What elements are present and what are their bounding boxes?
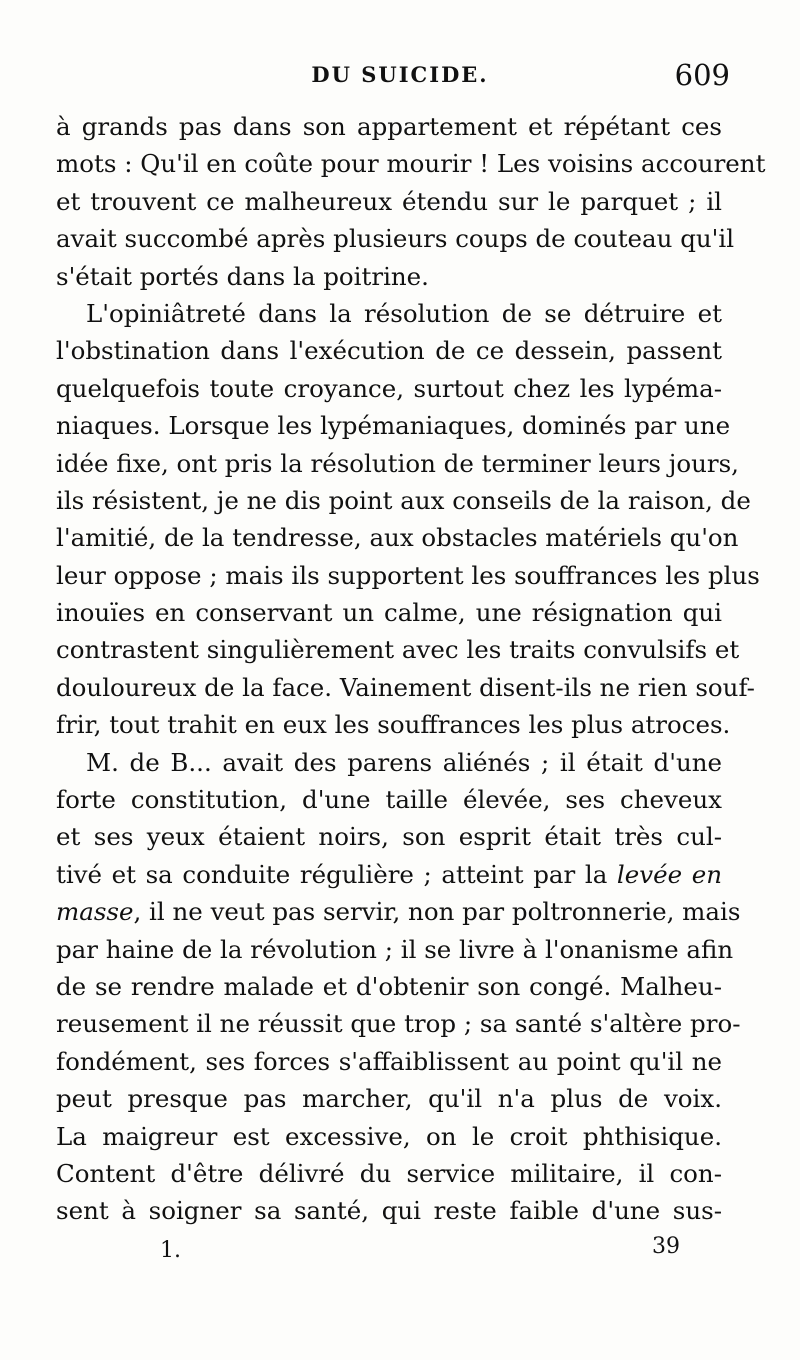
signature-mark: 1. — [160, 1238, 181, 1263]
text-fragment: tivé et sa conduite régulière ; atteint par la — [56, 859, 608, 889]
text-line: contrastent singulièrement avec les traits convulsifs et — [56, 635, 740, 665]
text-line: Content d'être délivré du service militaire, il con- — [56, 1158, 722, 1188]
text-fragment: , il ne veut pas servir, non par poltronnerie, mais — [133, 897, 741, 927]
text-line: quelquefois toute croyance, surtout chez les lypéma- — [56, 373, 722, 403]
text-line: peut presque pas marcher, qu'il n'a plus de voix. — [56, 1084, 722, 1114]
text-line: de se rendre malade et d'obtenir son congé. Malheu- — [56, 971, 722, 1001]
text-line: l'obstination dans l'exécution de ce dessein, passent — [56, 336, 722, 366]
text-line: et trouvent ce malheureux étendu sur le parquet ; il — [56, 186, 722, 216]
text-line: reusement il ne réussit que trop ; sa santé s'altère pro- — [56, 1009, 741, 1039]
paragraph-start-line: M. de B... avait des parens aliénés ; il était d'une — [86, 747, 722, 777]
text-line: à grands pas dans son appartement et répétant ces — [56, 112, 722, 141]
page-number: 609 — [674, 58, 730, 92]
text-line: ils résistent, je ne dis point aux conseils de la raison, de — [56, 485, 751, 515]
text-line: fondément, ses forces s'affaiblissent au point qu'il ne — [56, 1046, 722, 1076]
italic-phrase: masse — [56, 897, 134, 927]
text-line — [56, 856, 722, 893]
text-line: mots : Qu'il en coûte pour mourir ! Les voisins accourent — [56, 149, 766, 179]
text-line: forte constitution, d'une taille élevée, ses cheveux — [56, 785, 722, 815]
text-line: La maigreur est excessive, on le croit phthisique. — [56, 1121, 722, 1151]
text-line: par haine de la révolution ; il se livre à l'onanisme afin — [56, 934, 734, 964]
text-line: idée fixe, ont pris la résolution de terminer leurs jours, — [56, 448, 739, 478]
text-line: sent à soigner sa santé, qui reste faible d'une sus- — [56, 1196, 722, 1226]
text-line — [56, 893, 741, 930]
text-line: s'était portés dans la poitrine. — [56, 261, 429, 291]
text-line: niaques. Lorsque les lypémaniaques, dominés par une — [56, 411, 731, 441]
text-line: inouïes en conservant un calme, une résignation qui — [56, 598, 722, 628]
text-line: douloureux de la face. Vainement disent-ils ne rien souf- — [56, 672, 755, 702]
page-footer — [60, 1230, 680, 1270]
text-line: leur oppose ; mais ils supportent les souffrances les plus — [56, 560, 760, 590]
signature-number: 39 — [652, 1234, 680, 1259]
running-title: DU SUICIDE. — [311, 62, 489, 87]
text-line: frir, tout trahit en eux les souffrances les plus atroces. — [56, 710, 731, 740]
text-line: l'amitié, de la tendresse, aux obstacles matériels qu'on — [56, 523, 739, 553]
page-header — [60, 58, 740, 98]
body-text — [56, 108, 766, 1230]
text-line: avait succombé après plusieurs coups de couteau qu'il — [56, 224, 735, 254]
italic-phrase: levée en — [616, 859, 722, 889]
paragraph-start-line: L'opiniâtreté dans la résolution de se détruire et — [86, 298, 722, 328]
text-line: et ses yeux étaient noirs, son esprit était très cul- — [56, 822, 722, 852]
